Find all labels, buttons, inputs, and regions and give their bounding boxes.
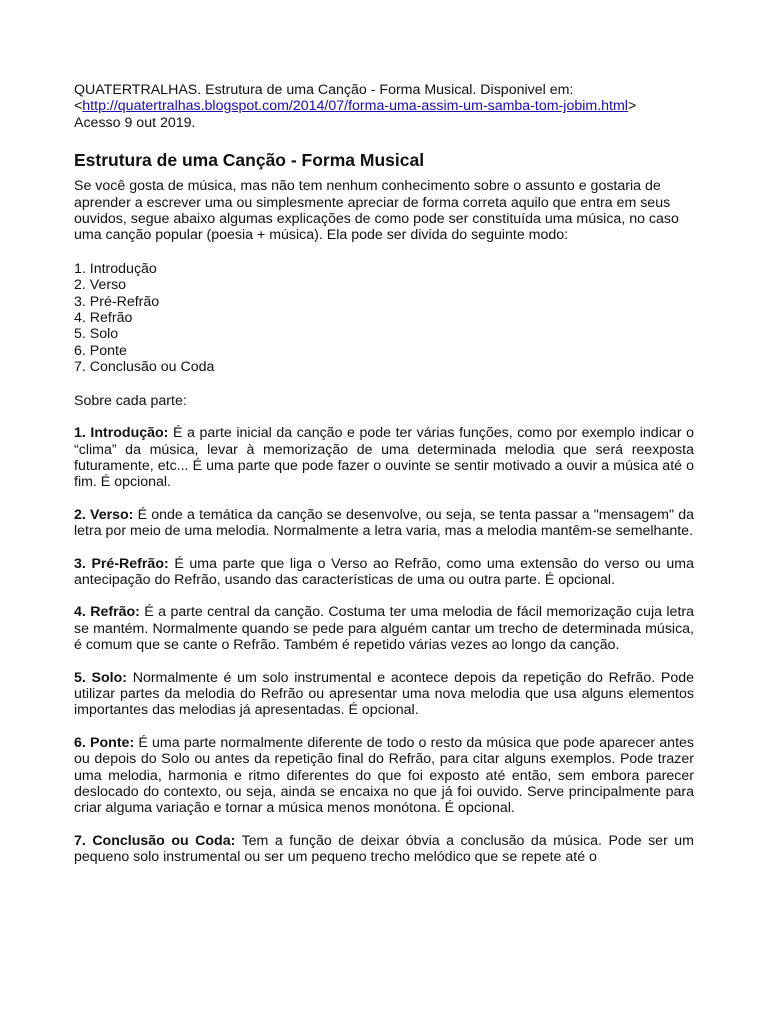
- document-page: [74, 82, 694, 866]
- section-label: 4. Refrão:: [74, 604, 140, 621]
- section-label: 1. Introdução:: [74, 425, 169, 442]
- citation-link-line: [74, 98, 694, 114]
- citation-title: QUATERTRALHAS. Estrutura de uma Canção - Forma Musical. Disponivel em:: [74, 82, 574, 98]
- section-solo: [74, 670, 694, 719]
- citation-access-date: Acesso 9 out 2019.: [74, 114, 196, 131]
- list-item: 2. Verso: [74, 277, 127, 294]
- section-text: É uma parte que liga o Verso ao Refrão, como uma extensão do verso ou uma antecipação do Refrão, usando das características de uma ou outra parte. É opcional.: [74, 555, 694, 588]
- section-label: 6. Ponte:: [74, 734, 135, 751]
- section-label: 7. Conclusão ou Coda:: [74, 832, 236, 849]
- section-label: 2. Verso:: [74, 506, 134, 523]
- list-item: 7. Conclusão ou Coda: [74, 359, 215, 376]
- section-refrao: [74, 604, 694, 653]
- list-item: 4. Refrão: [74, 310, 133, 327]
- section-text: É uma parte normalmente diferente de todo o resto da música que pode aparecer antes ou depois do Solo ou antes da repetição final do Refrão, para citar alguns exemplos. Pode trazer uma melodia, harmonia e ritmo diferentes do que foi exposto até então, sem embora parecer deslocado do contexto, ou seja, ainda se encaixa no que já foi ouvido. Serve principalmente para criar alguma variação e tornar a música menos monótona. É opcional.: [74, 734, 694, 817]
- sections-intro: Sobre cada parte:: [74, 392, 187, 409]
- section-label: 3. Pré-Refrão:: [74, 555, 169, 572]
- section-label: 5. Solo:: [74, 669, 127, 686]
- source-link[interactable]: http://quatertralhas.blogspot.com/2014/07/forma-uma-assim-um-samba-tom-jobim.html: [82, 98, 628, 115]
- section-text: É onde a temática da canção se desenvolve, ou seja, se tenta passar a "mensagem" da letra por meio de uma melodia. Normalmente a letra varia, mas a melodia mantêm-se semelhante.: [74, 506, 694, 540]
- list-item: 3. Pré-Refrão: [74, 293, 160, 310]
- link-close-bracket: >: [627, 98, 637, 115]
- list-item: 6. Ponte: [74, 342, 127, 359]
- section-pre-refrao: [74, 556, 694, 589]
- link-open-bracket: <: [74, 98, 83, 115]
- citation: [74, 82, 694, 131]
- section-conclusao-coda: [74, 833, 694, 866]
- section-ponte: [74, 735, 694, 817]
- list-item: 1. Introdução: [74, 260, 157, 277]
- intro-paragraph: Se você gosta de música, mas não tem nenhum conhecimento sobre o assunto e gostaria de aprender a escrever uma ou simplesmente apreciar de forma correta aquilo que entra em seus ouvidos, segue abaixo algumas explicações de como pode ser constituída uma música, no caso uma canção popular (poesia + música). Ela pode ser divida do seguinte modo:: [74, 178, 679, 244]
- section-text: Tem a função de deixar óbvia a conclusão da música. Pode ser um pequeno solo instrumental ou ser um pequeno trecho melódico que se repete até o: [74, 832, 694, 866]
- section-text: É a parte inicial da canção e pode ter várias funções, como por exemplo indicar o “clima” da música, levar à memorização de uma determinada melodia que será reexposta futuramente, etc... É uma parte que pode fazer o ouvinte se sentir motivado a ouvir a música até o fim. É opcional.: [74, 425, 694, 491]
- section-introducao: [74, 425, 694, 491]
- section-text: Normalmente é um solo instrumental e acontece depois da repetição do Refrão. Pode utilizar partes da melodia do Refrão ou apresentar uma nova melodia que usa alguns elementos importantes das melodias já apresentadas. É opcional.: [74, 669, 694, 719]
- parts-list: [74, 261, 694, 376]
- page-title: Estrutura de uma Canção - Forma Musical: [74, 150, 425, 171]
- section-text: É a parte central da canção. Costuma ter uma melodia de fácil memorização cuja letra se mantém. Normalmente quando se pede para alguém cantar um trecho de determinada música, é comum que se cante o Refrão. Também é repetido várias vezes ao longo da canção.: [74, 604, 695, 654]
- list-item: 5. Solo: [74, 326, 119, 343]
- section-verso: [74, 507, 694, 540]
